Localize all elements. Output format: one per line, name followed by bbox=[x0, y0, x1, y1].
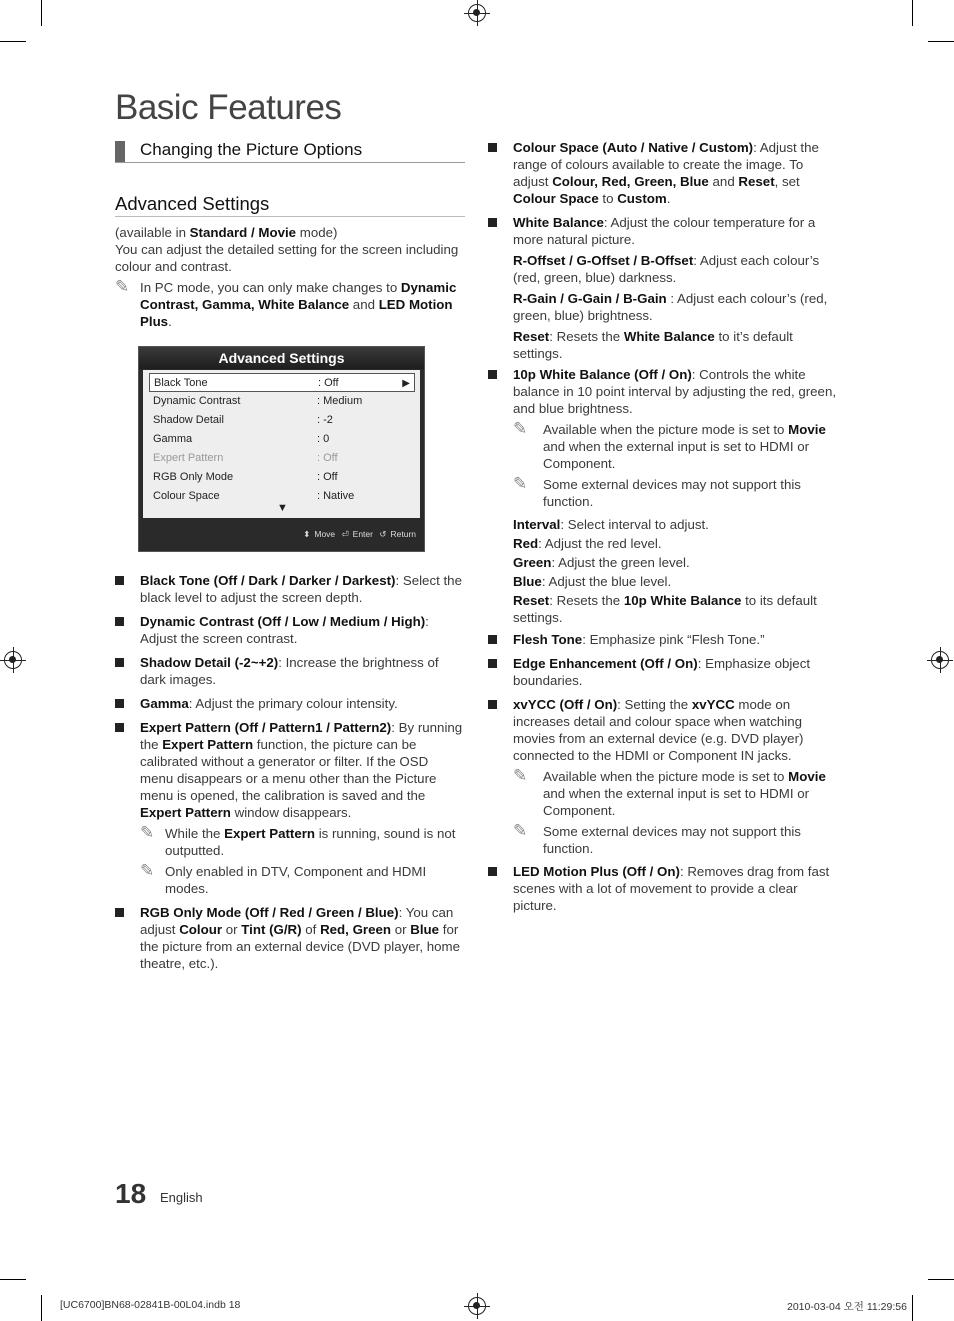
list-item: Edge Enhancement (Off / On): Emphasize object boundaries. bbox=[488, 655, 840, 689]
note: ✎ While the Expert Pattern is running, sound is not outputted. bbox=[140, 823, 456, 858]
pencil-icon: ✎ bbox=[513, 766, 528, 785]
bullet-icon bbox=[115, 658, 124, 667]
arrow-right-icon: ▶ bbox=[402, 378, 410, 389]
crop-mark bbox=[912, 0, 913, 26]
page-title: Basic Features bbox=[115, 88, 342, 127]
enter-icon: ⏎ bbox=[341, 529, 349, 539]
list-item: Black Tone (Off / Dark / Darker / Darkest): Select the black level to adjust the screen depth. bbox=[115, 572, 465, 606]
bullet-icon bbox=[115, 723, 124, 732]
osd-menu bbox=[138, 346, 425, 552]
page-number: 18 bbox=[115, 1178, 147, 1209]
bullet-icon bbox=[115, 699, 124, 708]
note: ✎ Some external devices may not support this function. bbox=[513, 474, 801, 509]
note: ✎ Available when the picture mode is set to Movie and when the external input is set to HDMI or Component. bbox=[513, 766, 826, 818]
section-marker bbox=[115, 141, 125, 162]
note: ✎ In PC mode, you can only make changes to Dynamic Contrast, Gamma, White Balance and LED Motion Plus. bbox=[115, 277, 457, 329]
note: ✎ Some external devices may not support this function. bbox=[513, 821, 801, 856]
return-icon: ↺ bbox=[379, 529, 387, 539]
crop-mark bbox=[928, 41, 954, 42]
bullet-icon bbox=[115, 908, 124, 917]
availability-note: (available in Standard / Movie mode) bbox=[115, 225, 338, 240]
osd-row-rgb-only-mode[interactable]: RGB Only Mode : Off bbox=[153, 471, 338, 483]
language-label: English bbox=[160, 1190, 203, 1205]
scroll-down-icon[interactable]: ▼ bbox=[277, 502, 288, 514]
bullet-icon bbox=[115, 617, 124, 626]
osd-footer: ⬍ Move ⏎ Enter ↺ Return bbox=[303, 529, 416, 539]
list-item: 10p White Balance (Off / On): Controls the white balance in 10 point interval by adjusting the red, green, and blue brightness. bbox=[488, 366, 840, 417]
crop-mark bbox=[928, 1279, 954, 1280]
file-info: [UC6700]BN68-02841B-00L04.indb 18 bbox=[60, 1299, 241, 1311]
registration-mark-icon bbox=[468, 4, 486, 22]
bullet-icon bbox=[488, 370, 497, 379]
osd-row-black-tone[interactable]: Black Tone : Off ▶ bbox=[149, 373, 415, 392]
intro-description: You can adjust the detailed setting for the screen including colour and contrast. bbox=[115, 242, 459, 274]
bullet-icon bbox=[488, 635, 497, 644]
registration-mark-icon bbox=[931, 651, 949, 669]
registration-mark-icon bbox=[4, 651, 22, 669]
bullet-icon bbox=[488, 218, 497, 227]
list-item: Flesh Tone: Emphasize pink “Flesh Tone.” bbox=[488, 631, 840, 648]
crop-mark bbox=[41, 0, 42, 26]
right-column bbox=[488, 139, 840, 921]
osd-row-expert-pattern: Expert Pattern : Off bbox=[153, 452, 338, 464]
bullet-icon bbox=[488, 143, 497, 152]
timestamp: 2010-03-04 오전 11:29:56 bbox=[787, 1301, 907, 1313]
crop-mark bbox=[41, 1295, 42, 1321]
registration-mark-icon bbox=[468, 1297, 486, 1315]
list-item: LED Motion Plus (Off / On): Removes drag from fast scenes with a lot of movement to provide a clear picture. bbox=[488, 863, 840, 914]
list-item: Gamma: Adjust the primary colour intensity. bbox=[115, 695, 465, 712]
osd-row-dynamic-contrast[interactable]: Dynamic Contrast : Medium bbox=[153, 395, 363, 407]
bullet-icon bbox=[488, 700, 497, 709]
list-item: White Balance: Adjust the colour temperature for a more natural picture. bbox=[488, 214, 840, 248]
left-column bbox=[115, 224, 465, 979]
sub-items: ✎ Available when the picture mode is set to Movie and when the external input is set to HDMI or Component. ✎ Some external devices may not support this function. Interval: Select interval to adjust. Red: Adjust the red level. Green: Adjust the green level. Blue: Adjust the blue level. Reset: Resets the 10p White Balance to its default settings. bbox=[488, 421, 840, 626]
list-item: Expert Pattern (Off / Pattern1 / Pattern2): By running the Expert Pattern function, the picture can be calibrated without a generator or filter. If the OSD menu disappears or a menu other than the Picture menu is opened, the calibration is saved and the Expert Pattern window disappears. ✎ While the Expert Pattern is running, sound is not outputted. ✎ Only enabled in DTV, Component and HDMI modes. bbox=[115, 719, 465, 897]
pencil-icon: ✎ bbox=[140, 861, 155, 880]
move-icon: ⬍ bbox=[303, 529, 311, 539]
list-item: xvYCC (Off / On): Setting the xvYCC mode on increases detail and colour space when watching movies from an external device (e.g. DVD player) connected to the HDMI or Component IN jacks. bbox=[488, 696, 840, 764]
note: ✎ Only enabled in DTV, Component and HDMI modes. bbox=[140, 861, 427, 896]
osd-row-shadow-detail[interactable]: Shadow Detail : -2 bbox=[153, 414, 333, 426]
bullet-icon bbox=[488, 867, 497, 876]
sub-items bbox=[488, 768, 840, 857]
crop-mark bbox=[0, 1279, 26, 1280]
crop-mark bbox=[0, 41, 26, 42]
subsection-title: Advanced Settings bbox=[115, 193, 465, 217]
bullet-icon bbox=[488, 659, 497, 668]
section-title: Changing the Picture Options bbox=[140, 140, 363, 159]
osd-body bbox=[143, 370, 420, 518]
pencil-icon: ✎ bbox=[115, 277, 130, 296]
list-item: RGB Only Mode (Off / Red / Green / Blue): You can adjust Colour or Tint (G/R) of Red, Green or Blue for the picture from an external device (DVD player, home theatre, etc.). bbox=[115, 904, 465, 972]
list-item: Colour Space (Auto / Native / Custom): Adjust the range of colours available to create the image. To adjust Colour, Red, Green, Blue and Reset, set Colour Space to Custom. bbox=[488, 139, 840, 207]
list-item: Dynamic Contrast (Off / Low / Medium / High): Adjust the screen contrast. bbox=[115, 613, 465, 647]
pencil-icon: ✎ bbox=[513, 821, 528, 840]
note: ✎ Available when the picture mode is set to Movie and when the external input is set to HDMI or Component. bbox=[513, 419, 826, 471]
osd-title: Advanced Settings bbox=[139, 347, 424, 369]
osd-row-colour-space[interactable]: Colour Space : Native bbox=[153, 490, 355, 502]
section-heading bbox=[115, 140, 465, 163]
sub-items: R-Offset / G-Offset / B-Offset: Adjust each colour’s (red, green, blue) darkness. R-Gain / G-Gain / B-Gain : Adjust each colour’s (red, green, blue) brightness. Reset: Resets the White Balance to it’s default settings. bbox=[513, 253, 828, 361]
bullet-icon bbox=[115, 576, 124, 585]
list-item: Shadow Detail (-2~+2): Increase the brightness of dark images. bbox=[115, 654, 465, 688]
pencil-icon: ✎ bbox=[513, 419, 528, 438]
pencil-icon: ✎ bbox=[513, 474, 528, 493]
pencil-icon: ✎ bbox=[140, 823, 155, 842]
crop-mark bbox=[912, 1295, 913, 1321]
osd-row-gamma[interactable]: Gamma : 0 bbox=[153, 433, 330, 445]
